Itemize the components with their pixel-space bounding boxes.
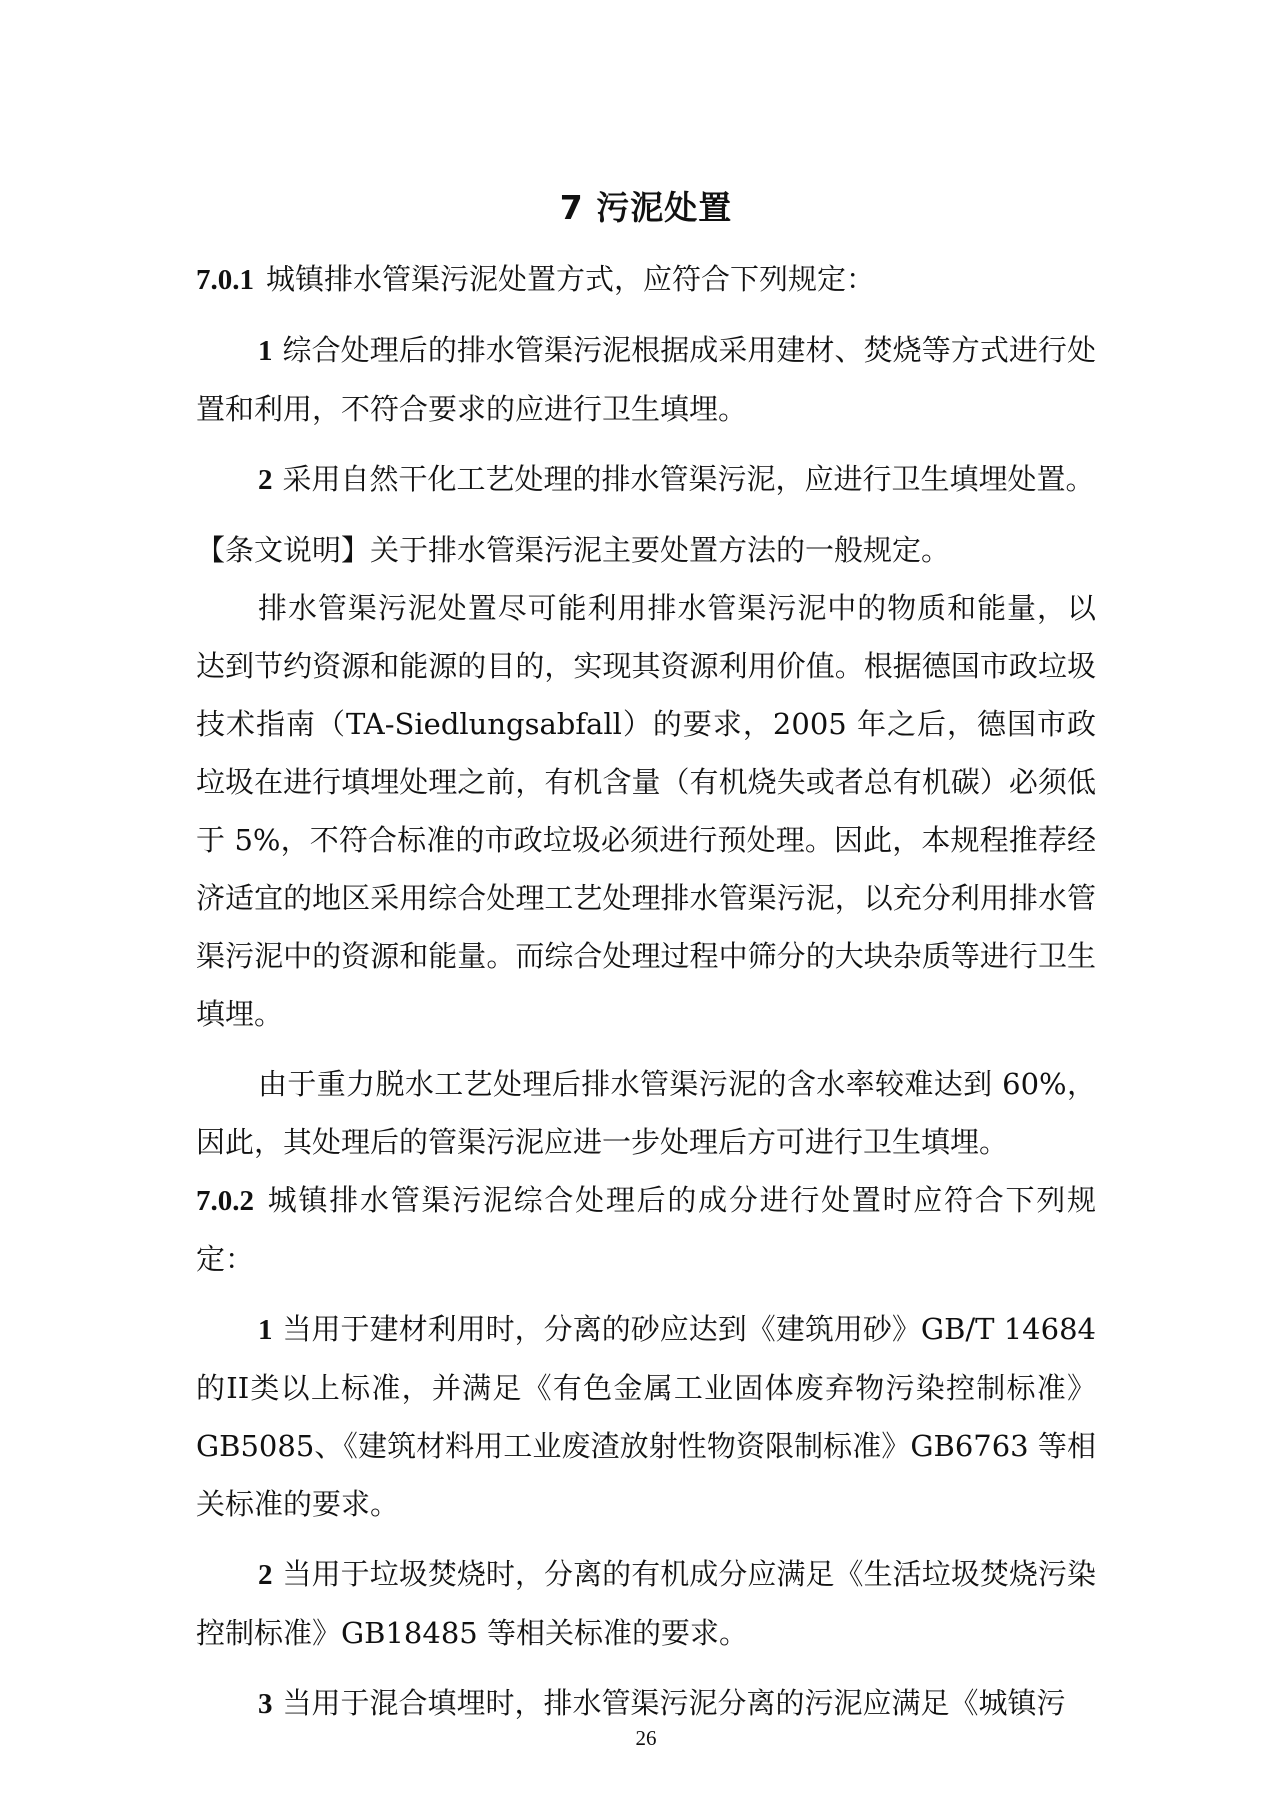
item-number: 1 (258, 1314, 273, 1346)
clause-item (196, 1545, 1096, 1662)
clause-number: 7.0.2 (196, 1185, 254, 1217)
document-body (196, 250, 1096, 1733)
item-number: 2 (258, 464, 273, 496)
item-text: 当用于建材利用时，分离的砂应达到《建筑用砂》GB/T 14684 的II类以上标准，并满足《有色金属工业固体废弃物污染控制标准》GB5085、《建筑材料用工业废渣放射性物资限制标准》GB6763 等相关标准的要求。 (196, 1312, 1096, 1521)
item-text: 采用自然干化工艺处理的排水管渠污泥，应进行卫生填埋处置。 (282, 462, 1095, 496)
explanation-heading: 【条文说明】关于排水管渠污泥主要处置方法的一般规定。 (196, 533, 951, 567)
chapter-title: 7 污泥处置 (559, 188, 733, 227)
clause-item (196, 1300, 1096, 1533)
clause-item (196, 450, 1096, 509)
item-number: 1 (258, 335, 273, 367)
item-text: 综合处理后的排水管渠污泥根据成采用建材、焚烧等方式进行处置和利用，不符合要求的应进行卫生填埋。 (196, 333, 1096, 426)
item-text: 当用于垃圾焚烧时，分离的有机成分应满足《生活垃圾焚烧污染控制标准》GB18485 等相关标准的要求。 (196, 1557, 1096, 1650)
page-number: 26 (635, 1726, 657, 1750)
clause-text: 城镇排水管渠污泥处置方式，应符合下列规定： (266, 262, 876, 296)
clause-text: 城镇排水管渠污泥综合处理后的成分进行处置时应符合下列规定： (196, 1183, 1096, 1276)
clause-7-0-1 (196, 250, 1096, 309)
explanation-paragraph: 由于重力脱水工艺处理后排水管渠污泥的含水率较难达到 60%，因此，其处理后的管渠污泥应进一步处理后方可进行卫生填埋。 (196, 1067, 1096, 1159)
item-text: 当用于混合填埋时，排水管渠污泥分离的污泥应满足《城镇污 (282, 1686, 1066, 1720)
explanation-paragraph: 排水管渠污泥处置尽可能利用排水管渠污泥中的物质和能量，以达到节约资源和能源的目的，实现其资源利用价值。根据德国市政垃圾技术指南（TA-Siedlungsabfall）的要求，2005 年之后，德国市政垃圾在进行填埋处理之前，有机含量（有机烧失或者总有机碳）必须低于 5%，不符合标准的市政垃圾必须进行预处理。因此，本规程推荐经济适宜的地区采用综合处理工艺处理排水管渠污泥，以充分利用排水管渠污泥中的资源和能量。而综合处理过程中筛分的大块杂质等进行卫生填埋。 (196, 591, 1096, 1031)
clause-item (196, 321, 1096, 438)
document-page (196, 0, 1096, 1810)
item-number: 2 (258, 1559, 273, 1591)
clause-7-0-2 (196, 1171, 1096, 1288)
item-number: 3 (258, 1688, 273, 1720)
clause-number: 7.0.1 (196, 264, 254, 296)
